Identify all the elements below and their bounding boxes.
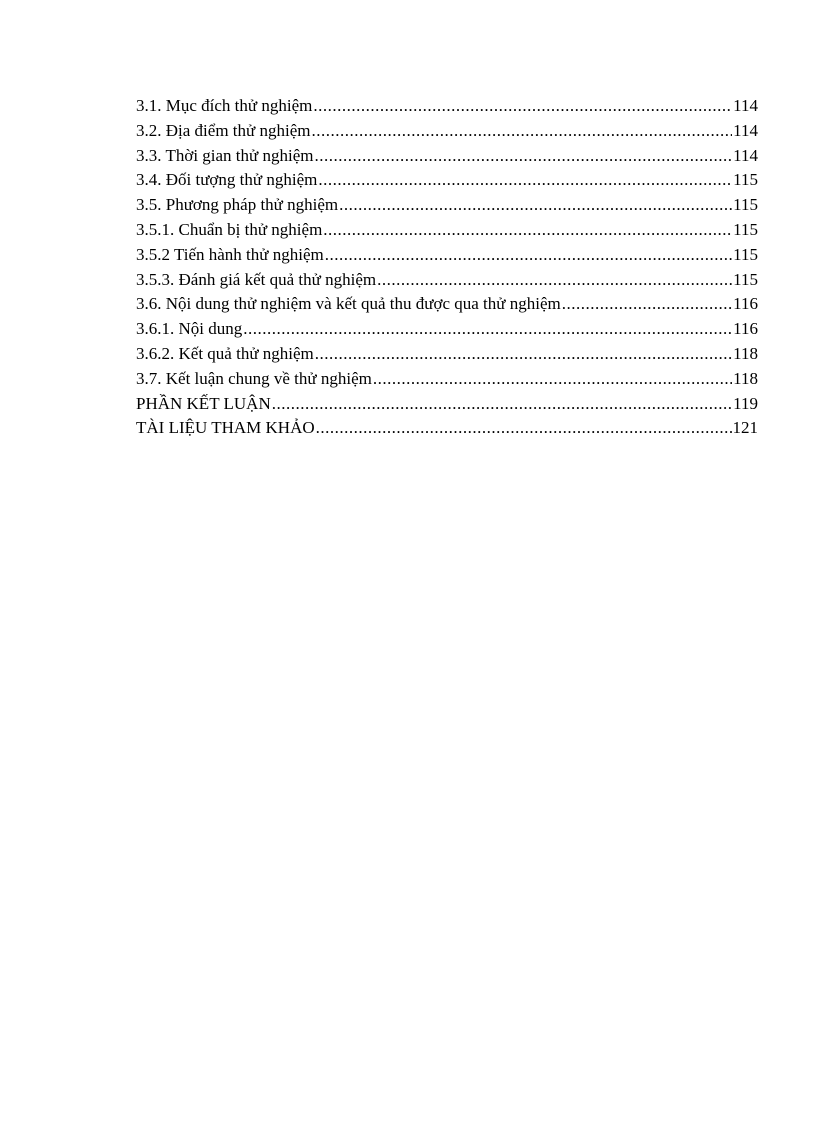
toc-entry-3-2[interactable] — [136, 119, 758, 144]
toc-entry-title: 3.7. Kết luận chung về thử nghiệm — [136, 368, 372, 388]
toc-entry-page: 119 — [733, 393, 758, 413]
toc-entry-page: 116 — [733, 319, 758, 339]
toc-entry-page: 116 — [733, 294, 758, 314]
toc-entry-title: 3.3. Thời gian thử nghiệm — [136, 145, 314, 165]
toc-entry-3-3[interactable] — [136, 144, 758, 169]
toc-entry-title: 3.2. Địa điểm thử nghiệm — [136, 120, 311, 140]
toc-entry-page: 115 — [733, 244, 758, 264]
toc-dot-leader — [325, 243, 732, 268]
toc-dot-leader — [313, 94, 732, 119]
toc-entry-3-5-1[interactable] — [136, 218, 758, 243]
toc-entry-page: 118 — [733, 343, 758, 363]
toc-entry-title: 3.5.2 Tiến hành thử nghiệm — [136, 244, 324, 264]
toc-entry-3-1[interactable] — [136, 94, 758, 119]
toc-dot-leader — [315, 144, 733, 169]
toc-entry-page: 118 — [733, 368, 758, 388]
toc-dot-leader — [373, 367, 732, 392]
toc-dot-leader — [243, 317, 732, 342]
toc-entry-3-6-2[interactable] — [136, 342, 758, 367]
table-of-contents — [136, 94, 758, 441]
toc-entry-3-7[interactable] — [136, 367, 758, 392]
toc-entry-3-5[interactable] — [136, 193, 758, 218]
toc-dot-leader — [311, 119, 732, 144]
toc-dot-leader — [318, 168, 732, 193]
toc-entry-page: 115 — [733, 269, 758, 289]
toc-entry-title: PHẦN KẾT LUẬN — [136, 393, 271, 413]
toc-dot-leader — [316, 416, 732, 441]
toc-entry-title: 3.5. Phương pháp thử nghiệm — [136, 195, 339, 215]
toc-dot-leader — [377, 268, 732, 293]
toc-entry-page: 115 — [733, 195, 758, 215]
toc-entry-title: 3.6.2. Kết quả thử nghiệm — [136, 343, 314, 363]
toc-entry-3-6[interactable] — [136, 292, 758, 317]
toc-entry-page: 115 — [733, 170, 758, 190]
toc-dot-leader — [339, 193, 732, 218]
toc-entry-3-4[interactable] — [136, 168, 758, 193]
toc-entry-title: 3.1. Mục đích thử nghiệm — [136, 96, 313, 115]
toc-entry-3-6-1[interactable] — [136, 317, 758, 342]
toc-entry-3-5-2[interactable] — [136, 243, 758, 268]
toc-entry-page: 115 — [733, 219, 758, 239]
toc-entry-title: 3.6.1. Nội dung — [136, 319, 243, 339]
toc-dot-leader — [562, 292, 732, 317]
toc-entry-title: 3.5.3. Đánh giá kết quả thử nghiệm — [136, 269, 377, 289]
toc-dot-leader — [315, 342, 732, 367]
toc-entry-page: 114 — [733, 96, 758, 115]
toc-entry-title: 3.6. Nội dung thử nghiệm và kết quả thu được qua thử nghiệm — [136, 294, 561, 314]
toc-entry-phan-ket-luan[interactable] — [136, 392, 758, 417]
toc-entry-title: 3.5.1. Chuẩn bị thử nghiệm — [136, 219, 323, 239]
toc-entry-page: 121 — [732, 418, 758, 438]
toc-entry-3-5-3[interactable] — [136, 268, 758, 293]
toc-entry-title: TÀI LIỆU THAM KHẢO — [136, 418, 315, 438]
toc-dot-leader — [272, 392, 732, 417]
toc-entry-page: 114 — [733, 145, 758, 165]
toc-dot-leader — [323, 218, 732, 243]
toc-entry-title: 3.4. Đối tượng thử nghiệm — [136, 170, 318, 190]
toc-entry-tai-lieu-tham-khao[interactable] — [136, 416, 758, 441]
toc-entry-page: 114 — [733, 120, 758, 140]
